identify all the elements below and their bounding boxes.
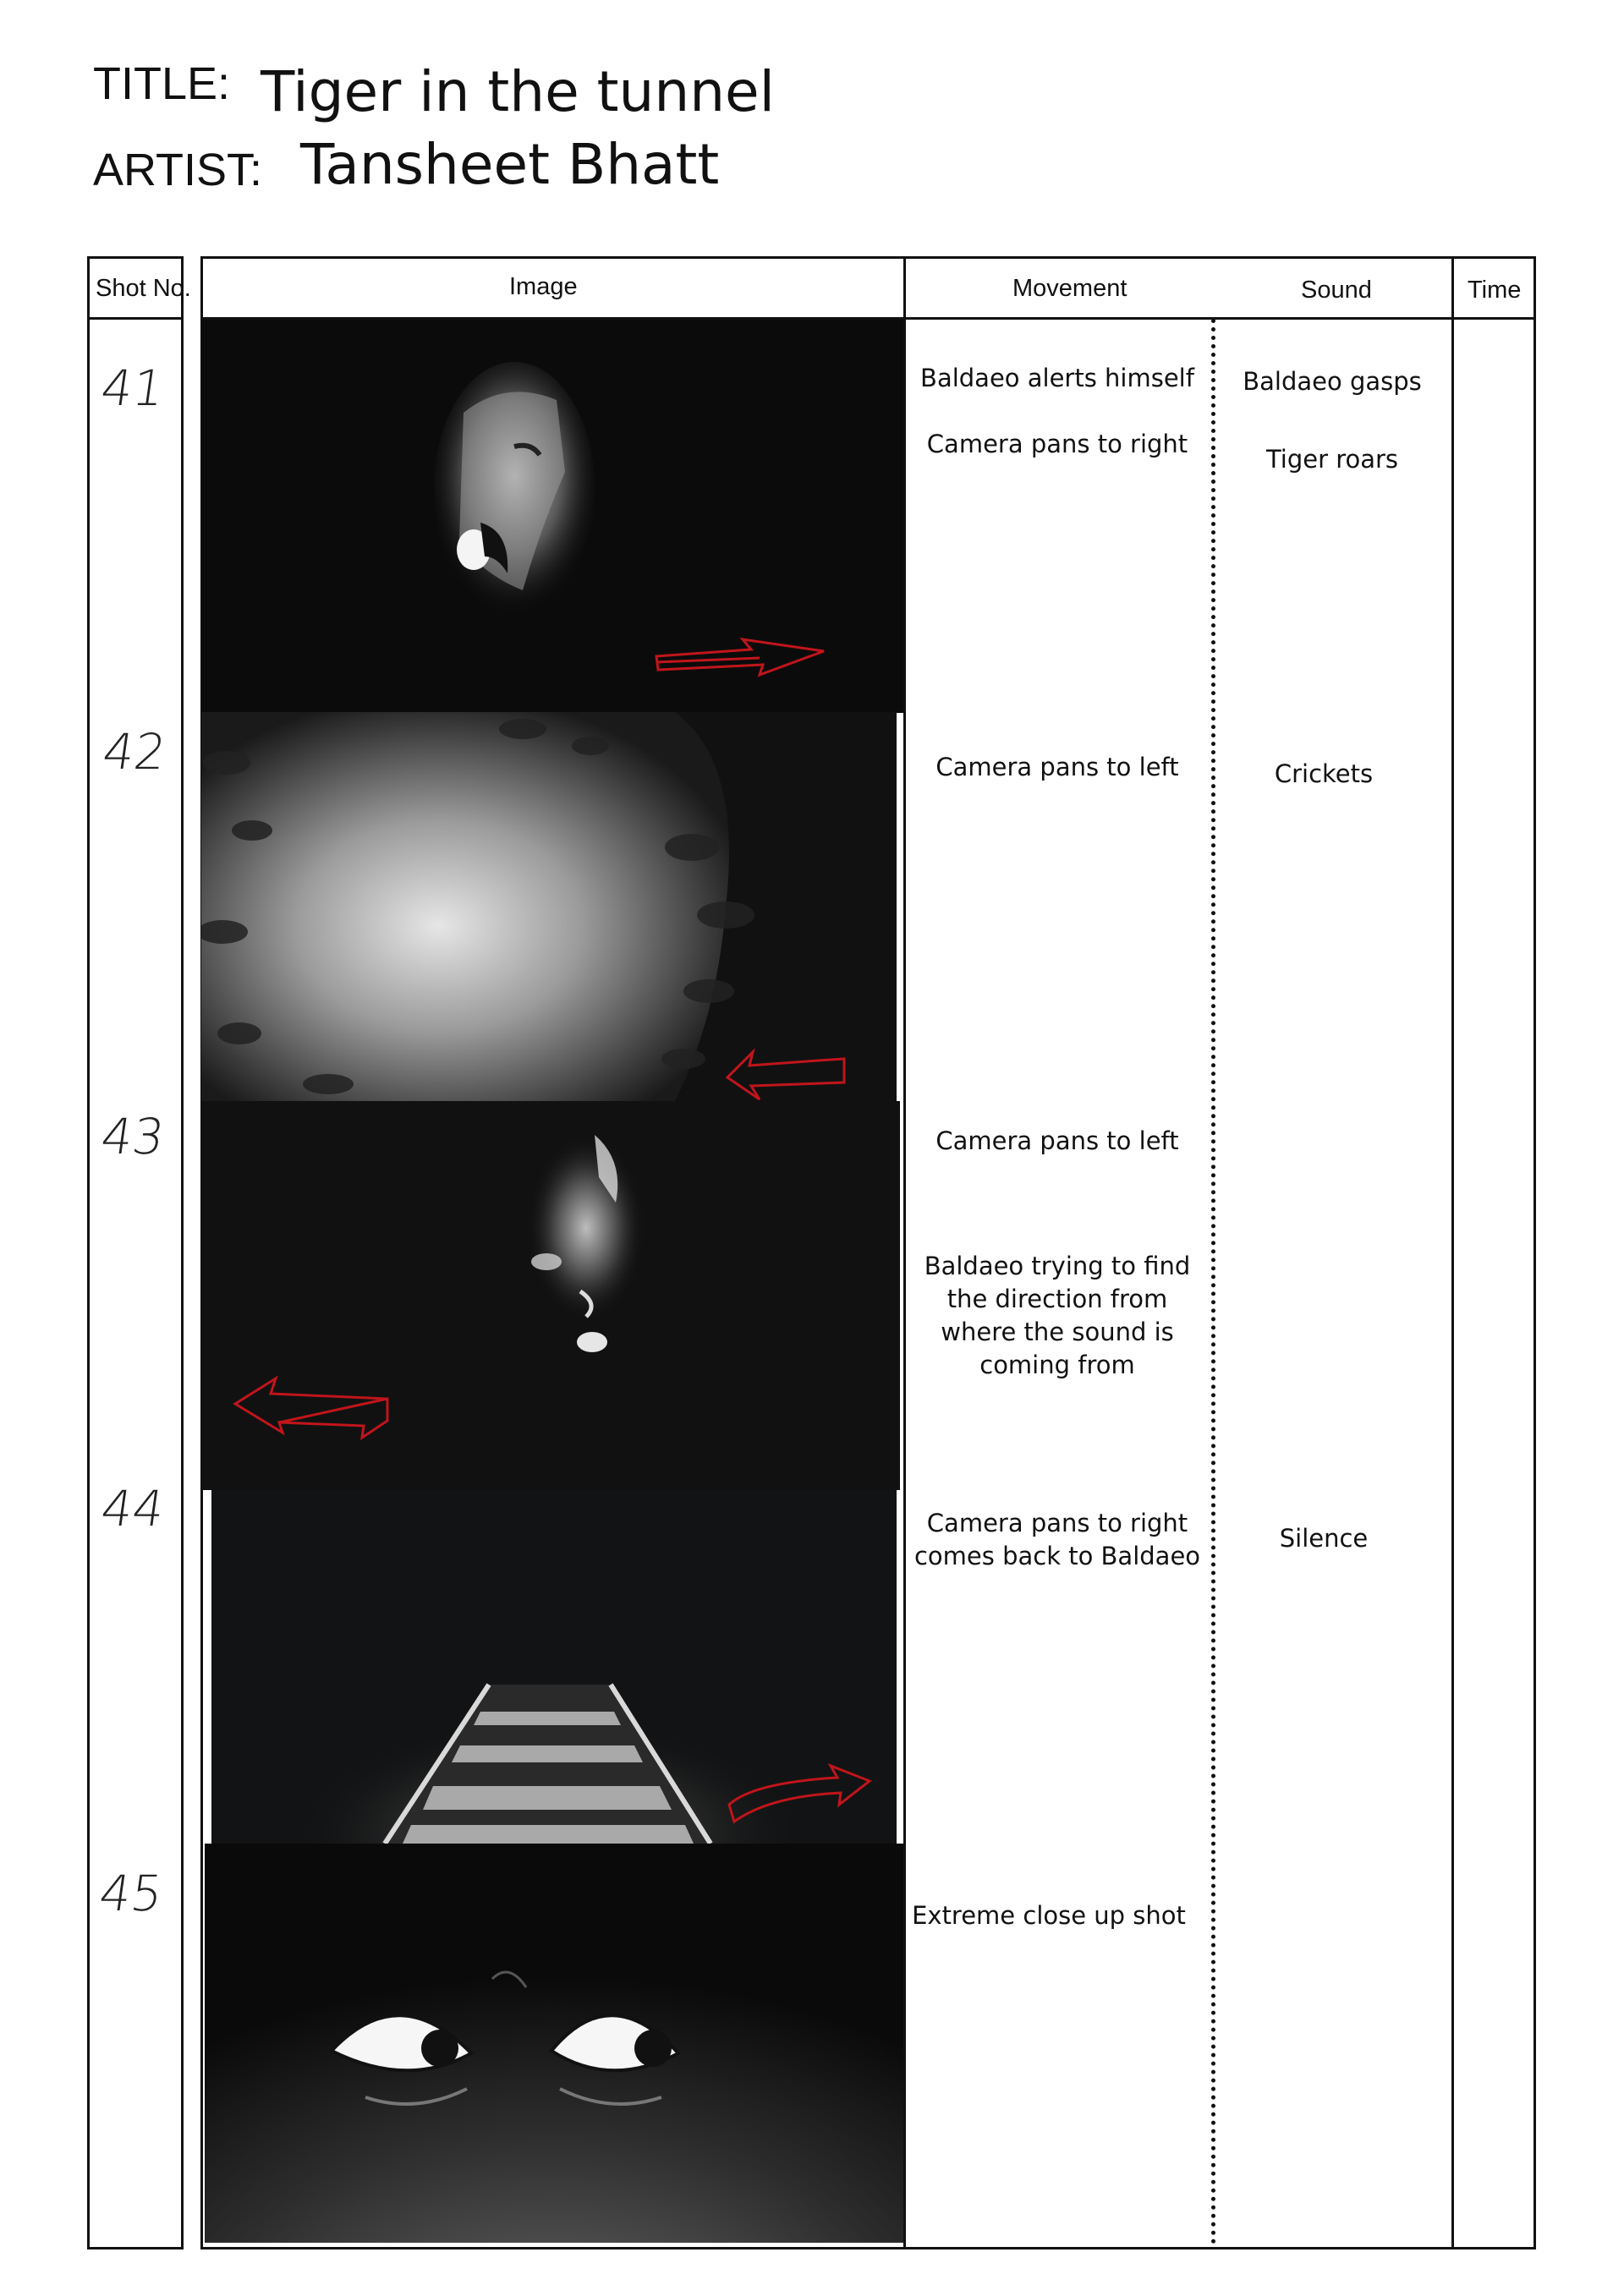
movement-sound-divider (1211, 319, 1215, 2245)
shot-image-face-in-shadow (201, 1101, 900, 1490)
shot-number: 43 (97, 1108, 168, 1165)
shot-image-eyes-in-dark (205, 1844, 903, 2243)
sound-text: Tiger roars (1265, 445, 1399, 474)
sound-text: Crickets (1274, 759, 1374, 788)
column-header-sound: Sound (1301, 277, 1372, 304)
shot-number: 44 (97, 1480, 168, 1537)
title-value: Tiger in the tunnel (261, 59, 775, 124)
movement-text: Camera pans to right (926, 430, 1188, 458)
shot-image-railway-track (211, 1490, 897, 1844)
artist-label: ARTIST: (93, 145, 263, 195)
shot-number: 42 (99, 723, 170, 781)
movement-text: Camera pans to left (935, 753, 1179, 781)
sound-text: Silence (1279, 1524, 1369, 1553)
column-header-image: Image (509, 273, 578, 300)
column-header-time: Time (1468, 277, 1522, 304)
shot-image-face-gasping (201, 320, 906, 713)
sound-text: Baldaeo gasps (1243, 367, 1422, 396)
movement-text: Camera pans to left (935, 1126, 1179, 1155)
movement-text: Camera pans to right comes back to Baldaeo (914, 1509, 1201, 1570)
shot-header-rule (87, 317, 184, 320)
column-header-movement: Movement (1012, 275, 1127, 302)
movement-text: Baldaeo alerts himself (920, 364, 1194, 392)
shot-number-column (87, 256, 184, 2249)
time-column (1451, 256, 1536, 2249)
image-header-divider (903, 256, 906, 320)
movement-text: Extreme close up shot (912, 1901, 1186, 1930)
shot-number: 45 (96, 1865, 167, 1922)
artist-value: Tansheet Bhatt (300, 132, 720, 197)
shot-number: 41 (97, 359, 168, 417)
title-label: TITLE: (93, 58, 231, 109)
image-column-divider (903, 320, 906, 2249)
column-header-shot: Shot No. (96, 275, 191, 302)
shot-image-cloudy-sky (201, 712, 897, 1101)
movement-text: Baldaeo trying to find the direction from where the sound is coming from (924, 1252, 1191, 1379)
